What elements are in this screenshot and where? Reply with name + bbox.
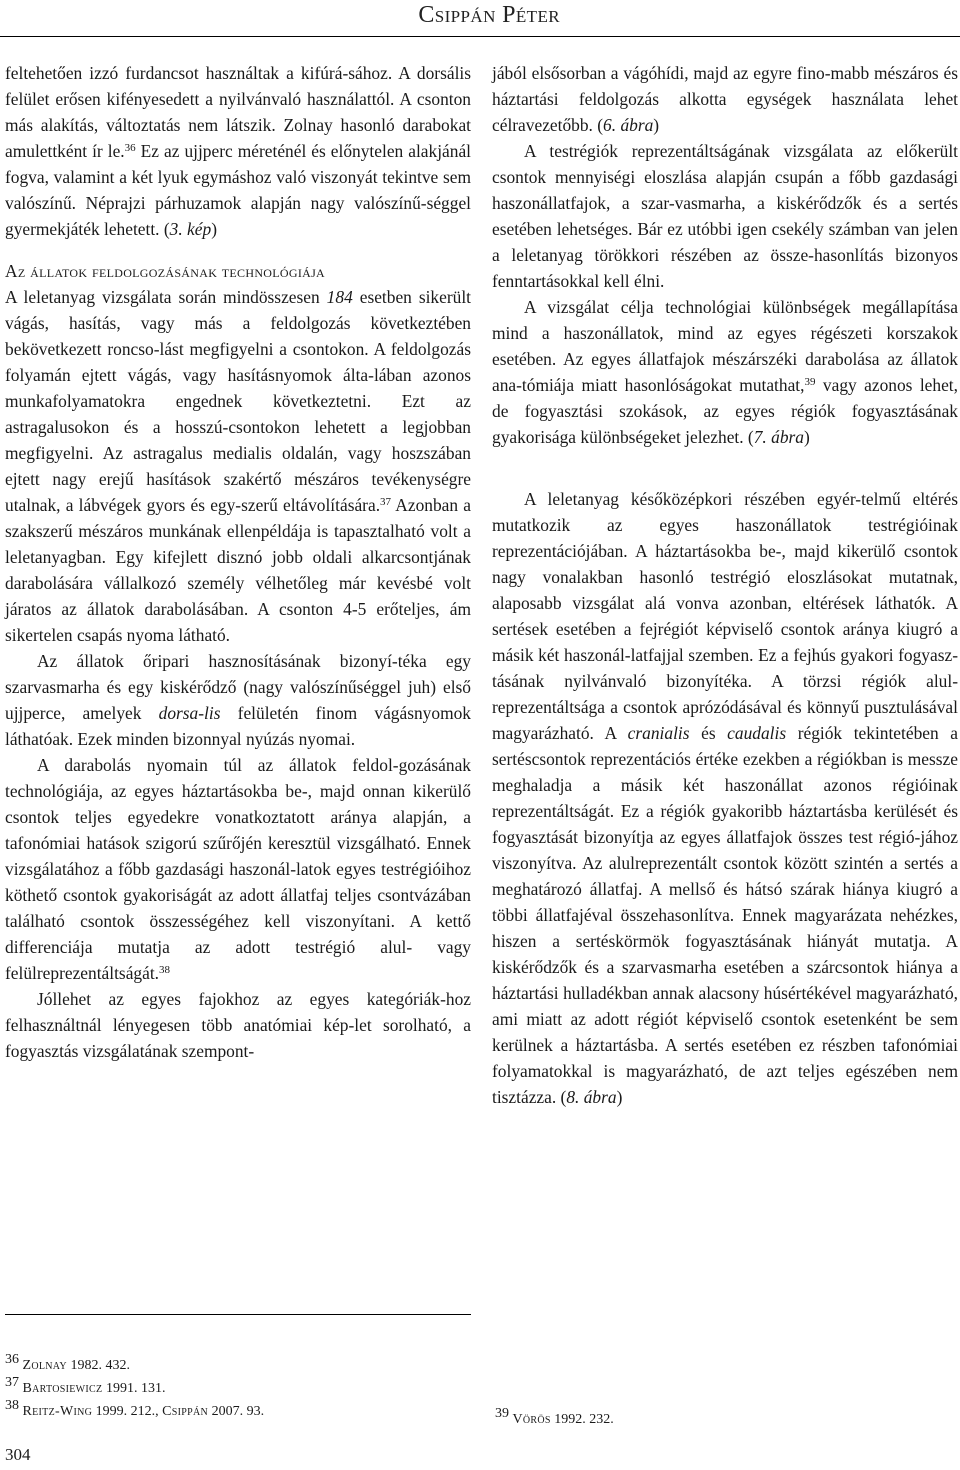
footnote-number: 36 [5, 1352, 19, 1367]
footnote-author: Vörös [512, 1412, 551, 1427]
page-number: 304 [5, 1445, 31, 1464]
paragraph [492, 486, 958, 1110]
figure-ref[interactable]: 6. ábra [603, 115, 654, 135]
footnote-citation: 1991. 131. [102, 1381, 166, 1396]
figure-ref[interactable]: 8. ábra [566, 1087, 617, 1107]
footnote-39 [495, 1408, 955, 1431]
footnotes-left [5, 1354, 471, 1423]
text-run: A vizsgálat célja technológiai különbségek megállapítása mind a haszonállatok, mind az egyes régészeti korszakok esetében. Az egyes állatfajok mészárszéki darabolása az állatok ana-tómiája miatt hasonlóságokat mutathat, [492, 297, 958, 395]
footnote-ref-39[interactable]: 39 [804, 376, 816, 388]
text-run: A leletanyag későközépkori részében egyér-telmű eltérés mutatkozik az egyes haszonállatok testrégióinak reprezentációjában. A háztartásokba be-, majd kikerülő csontok nagy vonalakban hasonló testrégió eloszlásokat mutatnak, alaposabb vizsgálat alá vonva azonban, eltérések láthatók. A sertések esetében a fejrégiót képviselő csontok aránya kiugró a másik két haszonál-latfajjal szemben. Ez a fejhús gyakori fogyasz-tásának nyilvánvaló bizonyítéka. A törzsi régiók alul-reprezentáltsága a csontok aprózódásával és könnyű pusztulásával magyarázható. A [492, 489, 958, 743]
footnote-citation: 1999. 212., [92, 1404, 163, 1419]
section-heading: Az állatok feldolgozásának technológiája [5, 261, 326, 281]
footnote-rule [5, 1314, 471, 1315]
footnote-number: 38 [5, 1398, 19, 1413]
text-run: régiók tekintetében a sertéscsontok reprezentációs értéke ezekben a régiókban is messze meghaladja a másik két haszonállat azonos régióinak reprezentáltságát. Ez a régiók gyakoribb háztartásba kerülését és fogyasztását bizonyítja az egyes állatfajok összes test régió-jához viszonyítva. Az alulreprezentált csontok között szintén a sertés a meghatározó állatfaj. A mellső és hátsó szárak hiánya kiugró a többi állatfajéval összehasonlítva. Ennek magyarázata nehézkes, hiszen a sertéskörmök fogyasztásának hiányát mutatja. A kiskérődzők és a szarvasmarha esetében a szárcsontok hiánya a háztartási hulladékban annak alacsony húsértékével magyarázható, ami miatt az adott régiót képviselő csontok esetenként be sem kerülnek a háztartásba. A sertés esetében ez részben tafonómiai folyamatokkal is magyarázható, de azt teljes egészében nem tisztázza. ( [492, 723, 958, 1107]
footnote-38 [5, 1400, 471, 1423]
text-run: Az állatok őripari hasznosításának bizonyí-téka egy szarvasmarha és egy kiskérődző (nagy valószínűséggel juh) első ujjperce, amelyek [5, 651, 471, 723]
footnote-37 [5, 1377, 471, 1400]
text-run: ) [653, 115, 660, 135]
footnote-ref-36[interactable]: 36 [124, 142, 136, 154]
paragraph: A testrégiók reprezentáltságának vizsgálata az előkerült csontok mennyiségi eloszlása alapján csupán a főbb gazdasági haszonállatfajok, a szar-vasmarha, a kiskérődzők és a sertés esetében lehetséges. Bár ez utóbbi igen csekély számban van jelen a leletanyag törökkori részében az össze-hasonlítás bizonyos fenntartásokkal kell élni. [492, 141, 958, 291]
text-run: és [689, 723, 728, 743]
text-run: felületén finom vágásnyomok láthatóak. Ezek minden bizonnyal nyúzás nyomai. [5, 703, 471, 749]
text-run: esetben sikerült vágás, hasítás, vagy más a feldolgozás következtében bekövetkezett roncso-lást megfigyelni a csontokon. A feldolgozás folyamán ejtett vágás, vagy hasításnyomok álta-lában azonos munkafolyamatokra engednek következtetni. Ezt az astragalusokon és a hosszú-csontokon lehetett a legjobban megfigyelni. Az astragalus medialis oldalán, vagy hoszszában ejtett nagy erejű hasítások szakértő mészáros tevékenységre utalnak, a lábvégek gyors és egy-szerű eltávolítására. [5, 287, 471, 515]
left-column [5, 60, 471, 1064]
text-run: A leletanyag vizsgálata során mindösszesen [5, 287, 327, 307]
footnote-author: Reitz-Wing [22, 1404, 93, 1419]
text-run: ) [803, 427, 810, 447]
paragraph: Jóllehet az egyes fajokhoz az egyes kategóriák-hoz felhasználtnál lényegesen több anatómiai kép-let sorolható, a fogyasztás vizsgálatának szempont- [5, 989, 471, 1061]
text-run: Azonban a szakszerű mészáros munkának ellenpéldája is tapasztalható volt a leletanyagban. Egy kifejlett disznó jobb oldali alkarcsontjának darabolására vállalkozó személy vélhetőleg már kevésbé volt járatos az állatok darabolásában. A csonton 4-5 erőteljes, ám sikertelen csapás nyoma látható. [5, 495, 471, 645]
text-run: ) [616, 1087, 623, 1107]
count-value: 184 [326, 287, 353, 307]
running-header-author: Csippán Péter [418, 2, 560, 28]
footnote-ref-38[interactable]: 38 [159, 964, 171, 976]
paragraph [5, 284, 471, 648]
footnote-citation: 2007. 93. [208, 1404, 265, 1419]
footnote-citation: 1992. 232. [550, 1412, 614, 1427]
footnote-citation: 1982. 432. [66, 1358, 130, 1373]
latin-term: caudalis [727, 723, 787, 743]
right-column [492, 60, 958, 1110]
latin-term: cranialis [627, 723, 690, 743]
footnote-author: Bartosiewicz [22, 1381, 103, 1396]
footnote-number: 39 [495, 1406, 509, 1421]
latin-term: dorsa-lis [158, 703, 221, 723]
footnote-number: 37 [5, 1375, 19, 1390]
text-run: Ez az ujjperc méreténél és előnytelen alakjánál fogva, valamint a két lyuk egymáshoz való viszonyát tekintve sem valószínű. Néprajzi párhuzamok alapján nagy valószínű-séggel gyermekjáték lehetett. ( [5, 141, 471, 239]
footnote-author: Zolnay [22, 1358, 67, 1373]
footnote-36 [5, 1354, 471, 1377]
paragraph [492, 294, 958, 450]
text-run: A darabolás nyomain túl az állatok feldol-gozásának technológiája, az egyes háztartásokba be-, majd onnan kikerülő csontok teljes egyedekre vonatkoztatott aránya alapján, a tafonómiai hatások szigorú szűrőjén keresztül vizsgálható. Ennek vizsgálatához a főbb gazdasági haszonál-latok egyes testrégióihoz köthető csontok gyakoriságát az adott állatfaj teljes csontvázában található csontok összességéhez kell viszonyítani. A kettő differenciája mutatja az adott testrégió alul- vagy felülreprezentáltságát. [5, 755, 471, 983]
paragraph [5, 752, 471, 986]
figure-ref[interactable]: 7. ábra [753, 427, 804, 447]
paragraph [492, 60, 958, 138]
figure-ref[interactable]: 3. kép [169, 219, 212, 239]
text-run: feltehetően izzó furdancsot használtak a kifúrá-sához. A dorsális felület erősen kifényesedett a nyilvánvaló használattól. A csonton más alakítás, változtatás nem látszik. Zolnay hasonló darabokat amulettként ír le. [5, 63, 471, 161]
paragraph [5, 60, 471, 242]
text-run: jából elsősorban a vágóhídi, majd az egyre fino-mabb mészáros és háztartási feldolgozás alkotta egységek használata lehet célravezetőbb. ( [492, 63, 958, 135]
footnote-author: Csippán [162, 1404, 209, 1419]
text-run: ) [211, 219, 217, 239]
footnotes-right [495, 1408, 955, 1431]
footnote-ref-37[interactable]: 37 [380, 496, 392, 508]
text-run: vagy azonos lehet, de fogyasztási szokások, az egyes régiók fogyasztásának gyakorisága különbségeket jelezhet. ( [492, 375, 958, 447]
header-rule [0, 36, 960, 37]
paragraph [5, 648, 471, 752]
